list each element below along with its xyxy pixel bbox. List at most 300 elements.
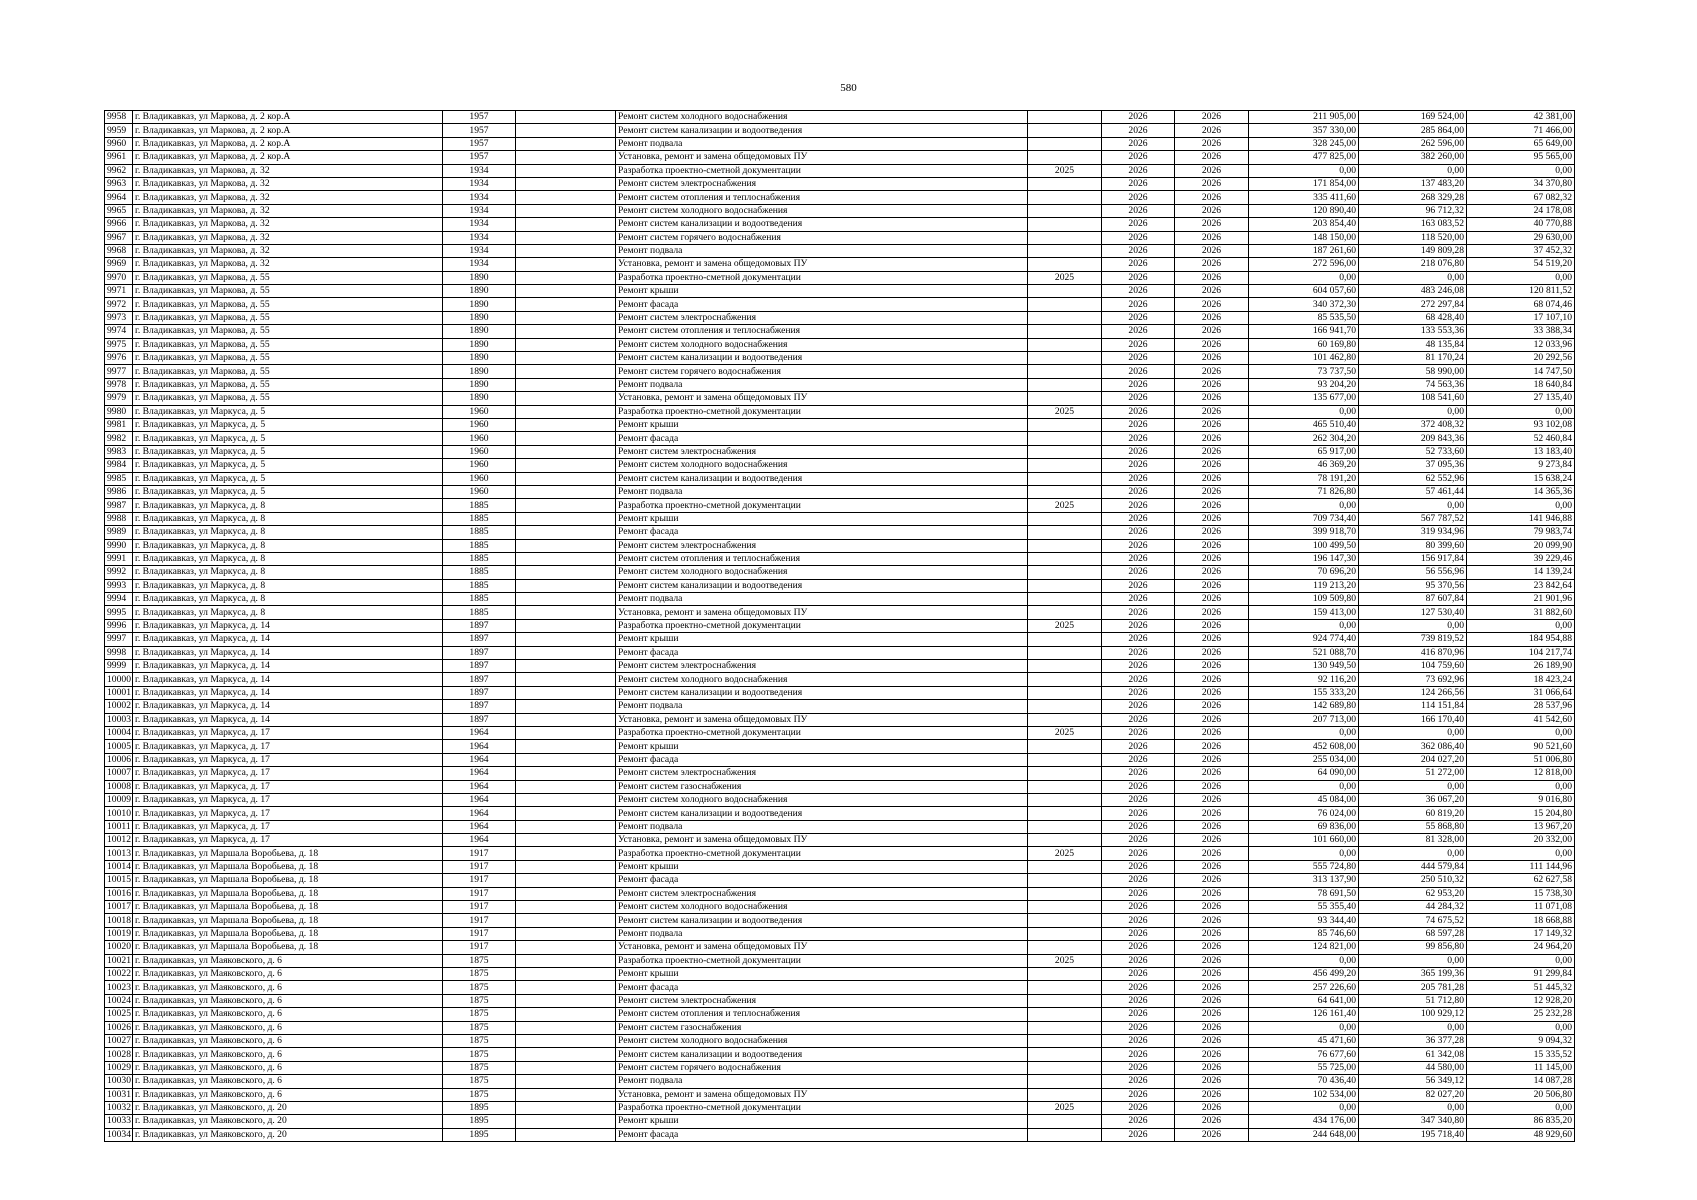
extra-cell <box>516 1048 616 1061</box>
start-year-cell: 2026 <box>1102 111 1175 124</box>
design-year-cell <box>1028 445 1102 458</box>
work-type-cell: Ремонт крыши <box>616 740 1028 753</box>
start-year-cell: 2026 <box>1102 1021 1175 1034</box>
extra-cell <box>516 834 616 847</box>
build-year-cell: 1897 <box>443 619 516 632</box>
fund-cost-cell: 80 399,60 <box>1359 539 1467 552</box>
fund-cost-cell: 137 483,20 <box>1359 177 1467 190</box>
build-year-cell: 1875 <box>443 1034 516 1047</box>
end-year-cell: 2026 <box>1175 927 1249 940</box>
work-type-cell: Ремонт подвала <box>616 700 1028 713</box>
total-cost-cell: 65 917,00 <box>1249 445 1359 458</box>
extra-cell <box>516 405 616 418</box>
build-year-cell: 1875 <box>443 968 516 981</box>
row-number-cell: 10005 <box>105 740 133 753</box>
design-year-cell <box>1028 1021 1102 1034</box>
end-year-cell: 2026 <box>1175 834 1249 847</box>
build-year-cell: 1917 <box>443 874 516 887</box>
start-year-cell: 2026 <box>1102 499 1175 512</box>
total-cost-cell: 55 725,00 <box>1249 1061 1359 1074</box>
address-cell: г. Владикавказ, ул Маркова, д. 55 <box>133 298 443 311</box>
owner-cost-cell: 20 099,90 <box>1467 539 1575 552</box>
build-year-cell: 1885 <box>443 593 516 606</box>
total-cost-cell: 60 169,80 <box>1249 338 1359 351</box>
design-year-cell <box>1028 780 1102 793</box>
table-row <box>105 164 1575 177</box>
build-year-cell: 1934 <box>443 177 516 190</box>
start-year-cell: 2026 <box>1102 539 1175 552</box>
start-year-cell: 2026 <box>1102 860 1175 873</box>
end-year-cell: 2026 <box>1175 1061 1249 1074</box>
fund-cost-cell: 163 083,52 <box>1359 218 1467 231</box>
start-year-cell: 2026 <box>1102 1008 1175 1021</box>
start-year-cell: 2026 <box>1102 579 1175 592</box>
row-number-cell: 10034 <box>105 1128 133 1141</box>
design-year-cell <box>1028 1008 1102 1021</box>
build-year-cell: 1934 <box>443 191 516 204</box>
design-year-cell <box>1028 526 1102 539</box>
end-year-cell: 2026 <box>1175 137 1249 150</box>
start-year-cell: 2026 <box>1102 177 1175 190</box>
end-year-cell: 2026 <box>1175 981 1249 994</box>
fund-cost-cell: 48 135,84 <box>1359 338 1467 351</box>
row-number-cell: 9993 <box>105 579 133 592</box>
address-cell: г. Владикавказ, ул Маркуса, д. 14 <box>133 673 443 686</box>
row-number-cell: 9994 <box>105 593 133 606</box>
row-number-cell: 10032 <box>105 1101 133 1114</box>
end-year-cell: 2026 <box>1175 968 1249 981</box>
address-cell: г. Владикавказ, ул Маркова, д. 2 кор.А <box>133 137 443 150</box>
work-type-cell: Ремонт систем электроснабжения <box>616 887 1028 900</box>
table-row <box>105 124 1575 137</box>
total-cost-cell: 211 905,00 <box>1249 111 1359 124</box>
design-year-cell <box>1028 927 1102 940</box>
row-number-cell: 10023 <box>105 981 133 994</box>
work-type-cell: Ремонт крыши <box>616 285 1028 298</box>
work-type-cell: Ремонт систем холодного водоснабжения <box>616 459 1028 472</box>
extra-cell <box>516 218 616 231</box>
address-cell: г. Владикавказ, ул Маркуса, д. 17 <box>133 726 443 739</box>
row-number-cell: 9982 <box>105 432 133 445</box>
table-row <box>105 258 1575 271</box>
address-cell: г. Владикавказ, ул Маркова, д. 32 <box>133 231 443 244</box>
work-type-cell: Ремонт систем электроснабжения <box>616 539 1028 552</box>
end-year-cell: 2026 <box>1175 485 1249 498</box>
design-year-cell: 2025 <box>1028 499 1102 512</box>
row-number-cell: 9997 <box>105 633 133 646</box>
total-cost-cell: 313 137,90 <box>1249 874 1359 887</box>
fund-cost-cell: 51 712,80 <box>1359 994 1467 1007</box>
owner-cost-cell: 51 006,80 <box>1467 753 1575 766</box>
fund-cost-cell: 58 990,00 <box>1359 365 1467 378</box>
address-cell: г. Владикавказ, ул Маркуса, д. 17 <box>133 807 443 820</box>
end-year-cell: 2026 <box>1175 392 1249 405</box>
row-number-cell: 9969 <box>105 258 133 271</box>
owner-cost-cell: 20 506,80 <box>1467 1088 1575 1101</box>
total-cost-cell: 93 204,20 <box>1249 378 1359 391</box>
start-year-cell: 2026 <box>1102 914 1175 927</box>
end-year-cell: 2026 <box>1175 767 1249 780</box>
owner-cost-cell: 0,00 <box>1467 164 1575 177</box>
work-type-cell: Ремонт систем канализации и водоотведения <box>616 124 1028 137</box>
row-number-cell: 9992 <box>105 566 133 579</box>
extra-cell <box>516 901 616 914</box>
work-type-cell: Установка, ремонт и замена общедомовых ПУ <box>616 151 1028 164</box>
start-year-cell: 2026 <box>1102 311 1175 324</box>
row-number-cell: 10020 <box>105 941 133 954</box>
build-year-cell: 1964 <box>443 780 516 793</box>
total-cost-cell: 465 510,40 <box>1249 418 1359 431</box>
start-year-cell: 2026 <box>1102 606 1175 619</box>
build-year-cell: 1890 <box>443 392 516 405</box>
build-year-cell: 1890 <box>443 311 516 324</box>
table-row <box>105 325 1575 338</box>
build-year-cell: 1934 <box>443 204 516 217</box>
fund-cost-cell: 99 856,80 <box>1359 941 1467 954</box>
end-year-cell: 2026 <box>1175 700 1249 713</box>
build-year-cell: 1875 <box>443 1088 516 1101</box>
build-year-cell: 1897 <box>443 633 516 646</box>
extra-cell <box>516 472 616 485</box>
address-cell: г. Владикавказ, ул Маркова, д. 55 <box>133 285 443 298</box>
end-year-cell: 2026 <box>1175 1115 1249 1128</box>
row-number-cell: 10011 <box>105 820 133 833</box>
address-cell: г. Владикавказ, ул Маркуса, д. 17 <box>133 780 443 793</box>
table-row <box>105 1021 1575 1034</box>
extra-cell <box>516 526 616 539</box>
total-cost-cell: 452 608,00 <box>1249 740 1359 753</box>
work-type-cell: Ремонт систем канализации и водоотведения <box>616 686 1028 699</box>
address-cell: г. Владикавказ, ул Маркуса, д. 14 <box>133 633 443 646</box>
table-row <box>105 941 1575 954</box>
start-year-cell: 2026 <box>1102 459 1175 472</box>
end-year-cell: 2026 <box>1175 593 1249 606</box>
row-number-cell: 10021 <box>105 954 133 967</box>
owner-cost-cell: 68 074,46 <box>1467 298 1575 311</box>
extra-cell <box>516 994 616 1007</box>
end-year-cell: 2026 <box>1175 874 1249 887</box>
design-year-cell <box>1028 914 1102 927</box>
end-year-cell: 2026 <box>1175 994 1249 1007</box>
table-row <box>105 860 1575 873</box>
design-year-cell <box>1028 392 1102 405</box>
table-row <box>105 405 1575 418</box>
end-year-cell: 2026 <box>1175 111 1249 124</box>
start-year-cell: 2026 <box>1102 927 1175 940</box>
row-number-cell: 9963 <box>105 177 133 190</box>
owner-cost-cell: 93 102,08 <box>1467 418 1575 431</box>
design-year-cell <box>1028 633 1102 646</box>
design-year-cell <box>1028 887 1102 900</box>
end-year-cell: 2026 <box>1175 512 1249 525</box>
row-number-cell: 9978 <box>105 378 133 391</box>
owner-cost-cell: 20 292,56 <box>1467 352 1575 365</box>
address-cell: г. Владикавказ, ул Маркуса, д. 5 <box>133 432 443 445</box>
fund-cost-cell: 62 552,96 <box>1359 472 1467 485</box>
work-type-cell: Ремонт подвала <box>616 927 1028 940</box>
table-row <box>105 472 1575 485</box>
end-year-cell: 2026 <box>1175 780 1249 793</box>
start-year-cell: 2026 <box>1102 646 1175 659</box>
work-type-cell: Установка, ремонт и замена общедомовых ПУ <box>616 834 1028 847</box>
extra-cell <box>516 941 616 954</box>
design-year-cell <box>1028 968 1102 981</box>
address-cell: г. Владикавказ, ул Маркуса, д. 14 <box>133 686 443 699</box>
extra-cell <box>516 111 616 124</box>
address-cell: г. Владикавказ, ул Маяковского, д. 6 <box>133 1034 443 1047</box>
work-type-cell: Ремонт систем электроснабжения <box>616 660 1028 673</box>
row-number-cell: 9959 <box>105 124 133 137</box>
extra-cell <box>516 780 616 793</box>
end-year-cell: 2026 <box>1175 526 1249 539</box>
table-row <box>105 512 1575 525</box>
design-year-cell <box>1028 177 1102 190</box>
end-year-cell: 2026 <box>1175 552 1249 565</box>
design-year-cell <box>1028 432 1102 445</box>
page-number: 580 <box>840 82 857 94</box>
fund-cost-cell: 0,00 <box>1359 1101 1467 1114</box>
work-type-cell: Установка, ремонт и замена общедомовых ПУ <box>616 392 1028 405</box>
work-type-cell: Разработка проектно-сметной документации <box>616 619 1028 632</box>
start-year-cell: 2026 <box>1102 981 1175 994</box>
extra-cell <box>516 753 616 766</box>
build-year-cell: 1897 <box>443 700 516 713</box>
build-year-cell: 1875 <box>443 1075 516 1088</box>
design-year-cell <box>1028 512 1102 525</box>
fund-cost-cell: 96 712,32 <box>1359 204 1467 217</box>
total-cost-cell: 456 499,20 <box>1249 968 1359 981</box>
end-year-cell: 2026 <box>1175 539 1249 552</box>
address-cell: г. Владикавказ, ул Маркуса, д. 8 <box>133 539 443 552</box>
fund-cost-cell: 205 781,28 <box>1359 981 1467 994</box>
fund-cost-cell: 166 170,40 <box>1359 713 1467 726</box>
work-type-cell: Установка, ремонт и замена общедомовых ПУ <box>616 713 1028 726</box>
owner-cost-cell: 0,00 <box>1467 1021 1575 1034</box>
build-year-cell: 1895 <box>443 1101 516 1114</box>
extra-cell <box>516 365 616 378</box>
fund-cost-cell: 104 759,60 <box>1359 660 1467 673</box>
fund-cost-cell: 362 086,40 <box>1359 740 1467 753</box>
total-cost-cell: 73 737,50 <box>1249 365 1359 378</box>
start-year-cell: 2026 <box>1102 552 1175 565</box>
table-row <box>105 1101 1575 1114</box>
design-year-cell <box>1028 820 1102 833</box>
row-number-cell: 9960 <box>105 137 133 150</box>
total-cost-cell: 64 641,00 <box>1249 994 1359 1007</box>
total-cost-cell: 46 369,20 <box>1249 459 1359 472</box>
extra-cell <box>516 968 616 981</box>
fund-cost-cell: 0,00 <box>1359 271 1467 284</box>
address-cell: г. Владикавказ, ул Маяковского, д. 6 <box>133 981 443 994</box>
extra-cell <box>516 325 616 338</box>
start-year-cell: 2026 <box>1102 526 1175 539</box>
table-row <box>105 834 1575 847</box>
end-year-cell: 2026 <box>1175 271 1249 284</box>
design-year-cell <box>1028 285 1102 298</box>
total-cost-cell: 85 746,60 <box>1249 927 1359 940</box>
start-year-cell: 2026 <box>1102 191 1175 204</box>
row-number-cell: 9987 <box>105 499 133 512</box>
owner-cost-cell: 14 747,50 <box>1467 365 1575 378</box>
work-type-cell: Ремонт фасада <box>616 753 1028 766</box>
row-number-cell: 10022 <box>105 968 133 981</box>
total-cost-cell: 171 854,00 <box>1249 177 1359 190</box>
design-year-cell <box>1028 753 1102 766</box>
total-cost-cell: 120 890,40 <box>1249 204 1359 217</box>
work-type-cell: Ремонт подвала <box>616 1075 1028 1088</box>
design-year-cell: 2025 <box>1028 271 1102 284</box>
table-row <box>105 579 1575 592</box>
address-cell: г. Владикавказ, ул Маяковского, д. 20 <box>133 1115 443 1128</box>
row-number-cell: 9964 <box>105 191 133 204</box>
address-cell: г. Владикавказ, ул Маркова, д. 32 <box>133 204 443 217</box>
start-year-cell: 2026 <box>1102 258 1175 271</box>
design-year-cell <box>1028 901 1102 914</box>
work-type-cell: Ремонт систем канализации и водоотведения <box>616 914 1028 927</box>
start-year-cell: 2026 <box>1102 847 1175 860</box>
address-cell: г. Владикавказ, ул Маркуса, д. 17 <box>133 820 443 833</box>
total-cost-cell: 135 677,00 <box>1249 392 1359 405</box>
end-year-cell: 2026 <box>1175 726 1249 739</box>
work-type-cell: Ремонт фасада <box>616 526 1028 539</box>
total-cost-cell: 124 821,00 <box>1249 941 1359 954</box>
total-cost-cell: 76 677,60 <box>1249 1048 1359 1061</box>
start-year-cell: 2026 <box>1102 726 1175 739</box>
owner-cost-cell: 42 381,00 <box>1467 111 1575 124</box>
extra-cell <box>516 418 616 431</box>
start-year-cell: 2026 <box>1102 271 1175 284</box>
fund-cost-cell: 52 733,60 <box>1359 445 1467 458</box>
fund-cost-cell: 204 027,20 <box>1359 753 1467 766</box>
address-cell: г. Владикавказ, ул Маркуса, д. 5 <box>133 472 443 485</box>
owner-cost-cell: 24 964,20 <box>1467 941 1575 954</box>
address-cell: г. Владикавказ, ул Маяковского, д. 6 <box>133 954 443 967</box>
build-year-cell: 1957 <box>443 111 516 124</box>
extra-cell <box>516 981 616 994</box>
start-year-cell: 2026 <box>1102 767 1175 780</box>
table-row <box>105 338 1575 351</box>
total-cost-cell: 126 161,40 <box>1249 1008 1359 1021</box>
work-type-cell: Разработка проектно-сметной документации <box>616 405 1028 418</box>
row-number-cell: 10017 <box>105 901 133 914</box>
work-type-cell: Ремонт систем холодного водоснабжения <box>616 204 1028 217</box>
work-type-cell: Установка, ремонт и замена общедомовых ПУ <box>616 941 1028 954</box>
end-year-cell: 2026 <box>1175 633 1249 646</box>
start-year-cell: 2026 <box>1102 124 1175 137</box>
owner-cost-cell: 0,00 <box>1467 780 1575 793</box>
build-year-cell: 1957 <box>443 124 516 137</box>
design-year-cell <box>1028 191 1102 204</box>
extra-cell <box>516 445 616 458</box>
work-type-cell: Разработка проектно-сметной документации <box>616 499 1028 512</box>
extra-cell <box>516 1101 616 1114</box>
total-cost-cell: 159 413,00 <box>1249 606 1359 619</box>
build-year-cell: 1890 <box>443 325 516 338</box>
row-number-cell: 9976 <box>105 352 133 365</box>
owner-cost-cell: 12 928,20 <box>1467 994 1575 1007</box>
start-year-cell: 2026 <box>1102 740 1175 753</box>
table-row <box>105 1088 1575 1101</box>
owner-cost-cell: 0,00 <box>1467 847 1575 860</box>
extra-cell <box>516 686 616 699</box>
work-type-cell: Ремонт систем отопления и теплоснабжения <box>616 1008 1028 1021</box>
total-cost-cell: 166 941,70 <box>1249 325 1359 338</box>
total-cost-cell: 78 191,20 <box>1249 472 1359 485</box>
extra-cell <box>516 1088 616 1101</box>
total-cost-cell: 335 411,60 <box>1249 191 1359 204</box>
address-cell: г. Владикавказ, ул Маркуса, д. 8 <box>133 499 443 512</box>
start-year-cell: 2026 <box>1102 780 1175 793</box>
row-number-cell: 10018 <box>105 914 133 927</box>
total-cost-cell: 340 372,30 <box>1249 298 1359 311</box>
end-year-cell: 2026 <box>1175 1021 1249 1034</box>
address-cell: г. Владикавказ, ул Маркова, д. 32 <box>133 244 443 257</box>
table-row <box>105 244 1575 257</box>
total-cost-cell: 109 509,80 <box>1249 593 1359 606</box>
fund-cost-cell: 365 199,36 <box>1359 968 1467 981</box>
table-row <box>105 552 1575 565</box>
table-row <box>105 981 1575 994</box>
design-year-cell <box>1028 941 1102 954</box>
build-year-cell: 1964 <box>443 793 516 806</box>
end-year-cell: 2026 <box>1175 459 1249 472</box>
total-cost-cell: 0,00 <box>1249 780 1359 793</box>
address-cell: г. Владикавказ, ул Маркова, д. 55 <box>133 352 443 365</box>
address-cell: г. Владикавказ, ул Маркуса, д. 17 <box>133 740 443 753</box>
start-year-cell: 2026 <box>1102 338 1175 351</box>
extra-cell <box>516 1061 616 1074</box>
row-number-cell: 9971 <box>105 285 133 298</box>
work-type-cell: Ремонт систем электроснабжения <box>616 994 1028 1007</box>
work-type-cell: Ремонт крыши <box>616 968 1028 981</box>
address-cell: г. Владикавказ, ул Маркова, д. 55 <box>133 365 443 378</box>
fund-cost-cell: 57 461,44 <box>1359 485 1467 498</box>
design-year-cell <box>1028 807 1102 820</box>
fund-cost-cell: 739 819,52 <box>1359 633 1467 646</box>
extra-cell <box>516 1075 616 1088</box>
owner-cost-cell: 48 929,60 <box>1467 1128 1575 1141</box>
table-row <box>105 726 1575 739</box>
table-row <box>105 887 1575 900</box>
fund-cost-cell: 319 934,96 <box>1359 526 1467 539</box>
work-type-cell: Ремонт подвала <box>616 378 1028 391</box>
design-year-cell <box>1028 1128 1102 1141</box>
row-number-cell: 10016 <box>105 887 133 900</box>
design-year-cell <box>1028 298 1102 311</box>
address-cell: г. Владикавказ, ул Маркуса, д. 8 <box>133 526 443 539</box>
start-year-cell: 2026 <box>1102 994 1175 1007</box>
start-year-cell: 2026 <box>1102 285 1175 298</box>
work-type-cell: Ремонт систем газоснабжения <box>616 780 1028 793</box>
work-type-cell: Ремонт систем канализации и водоотведения <box>616 807 1028 820</box>
start-year-cell: 2026 <box>1102 941 1175 954</box>
extra-cell <box>516 740 616 753</box>
row-number-cell: 10006 <box>105 753 133 766</box>
build-year-cell: 1960 <box>443 418 516 431</box>
owner-cost-cell: 15 638,24 <box>1467 472 1575 485</box>
fund-cost-cell: 60 819,20 <box>1359 807 1467 820</box>
design-year-cell <box>1028 244 1102 257</box>
row-number-cell: 10026 <box>105 1021 133 1034</box>
owner-cost-cell: 23 842,64 <box>1467 579 1575 592</box>
extra-cell <box>516 1008 616 1021</box>
row-number-cell: 9958 <box>105 111 133 124</box>
total-cost-cell: 64 090,00 <box>1249 767 1359 780</box>
build-year-cell: 1875 <box>443 981 516 994</box>
owner-cost-cell: 95 565,00 <box>1467 151 1575 164</box>
address-cell: г. Владикавказ, ул Маркуса, д. 17 <box>133 767 443 780</box>
address-cell: г. Владикавказ, ул Маяковского, д. 6 <box>133 1061 443 1074</box>
